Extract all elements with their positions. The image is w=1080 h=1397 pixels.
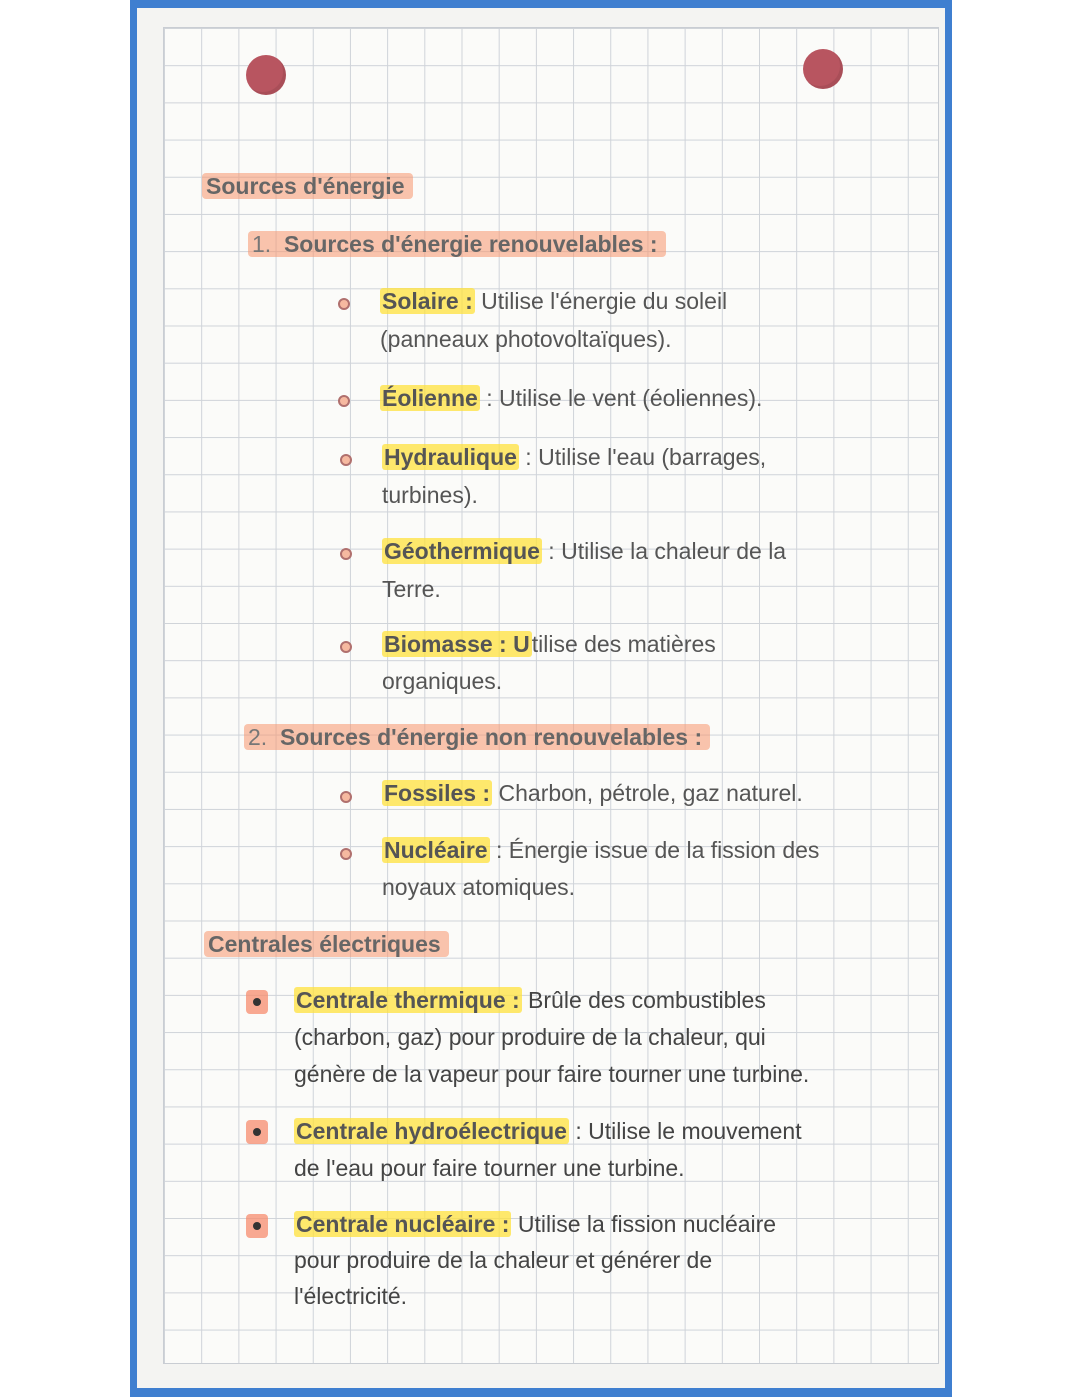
list-item-nucleaire: Nucléaire : Énergie issue de la fission des (384, 837, 820, 863)
list-item-centrale-thermique-cont1: (charbon, gaz) pour produire de la chaleur, qui (294, 1024, 766, 1050)
bullet-icon (340, 848, 352, 860)
bullet-icon (338, 395, 350, 407)
bullet-icon (338, 298, 350, 310)
bullet-icon (246, 1214, 268, 1238)
bullet-icon (340, 454, 352, 466)
list-item-fossiles: Fossiles : Charbon, pétrole, gaz naturel. (384, 780, 803, 806)
subsection-title-nonrenewable: 2. Sources d'énergie non renouvelables : (244, 719, 710, 756)
list-item-hydraulique-cont: turbines). (382, 482, 478, 508)
list-item-geothermique: Géothermique : Utilise la chaleur de la (384, 538, 787, 564)
list-item-eolienne: Éolienne : Utilise le vent (éoliennes). (382, 385, 763, 411)
list-item-hydraulique: Hydraulique : Utilise l'eau (barrages, (384, 444, 767, 470)
list-item-centrale-thermique-cont2: génère de la vapeur pour faire tourner une turbine. (294, 1061, 810, 1087)
list-item-biomasse: Biomasse : Utilise des matières (384, 631, 716, 657)
bullet-icon (340, 641, 352, 653)
bullet-icon (246, 990, 268, 1014)
punch-hole-left (246, 55, 286, 95)
list-item-centrale-hydro-cont: de l'eau pour faire tourner une turbine. (294, 1155, 685, 1181)
list-item-solaire-cont: (panneaux photovoltaïques). (380, 326, 672, 352)
bullet-icon (246, 1120, 268, 1144)
list-item-centrale-hydro: Centrale hydroélectrique : Utilise le mouvement (296, 1118, 802, 1144)
list-item-geothermique-cont: Terre. (382, 576, 441, 602)
bullet-icon (340, 791, 352, 803)
section-title-sources: Sources d'énergie (202, 168, 413, 205)
list-item-centrale-nucleaire: Centrale nucléaire : Utilise la fission nucléaire (296, 1211, 777, 1237)
list-item-solaire: Solaire : Utilise l'énergie du soleil (382, 288, 728, 314)
bullet-icon (340, 548, 352, 560)
list-item-nucleaire-cont: noyaux atomiques. (382, 874, 576, 900)
list-item-biomasse-cont: organiques. (382, 668, 503, 694)
section-title-centrales: Centrales électriques (204, 926, 449, 963)
list-item-centrale-thermique: Centrale thermique : Brûle des combustibles (296, 987, 766, 1013)
punch-hole-right (803, 49, 843, 89)
list-item-centrale-nucleaire-cont1: pour produire de la chaleur et générer de (294, 1247, 713, 1273)
subsection-title-renewable: 1. Sources d'énergie renouvelables : (248, 226, 666, 263)
list-item-centrale-nucleaire-cont2: l'électricité. (294, 1283, 408, 1309)
